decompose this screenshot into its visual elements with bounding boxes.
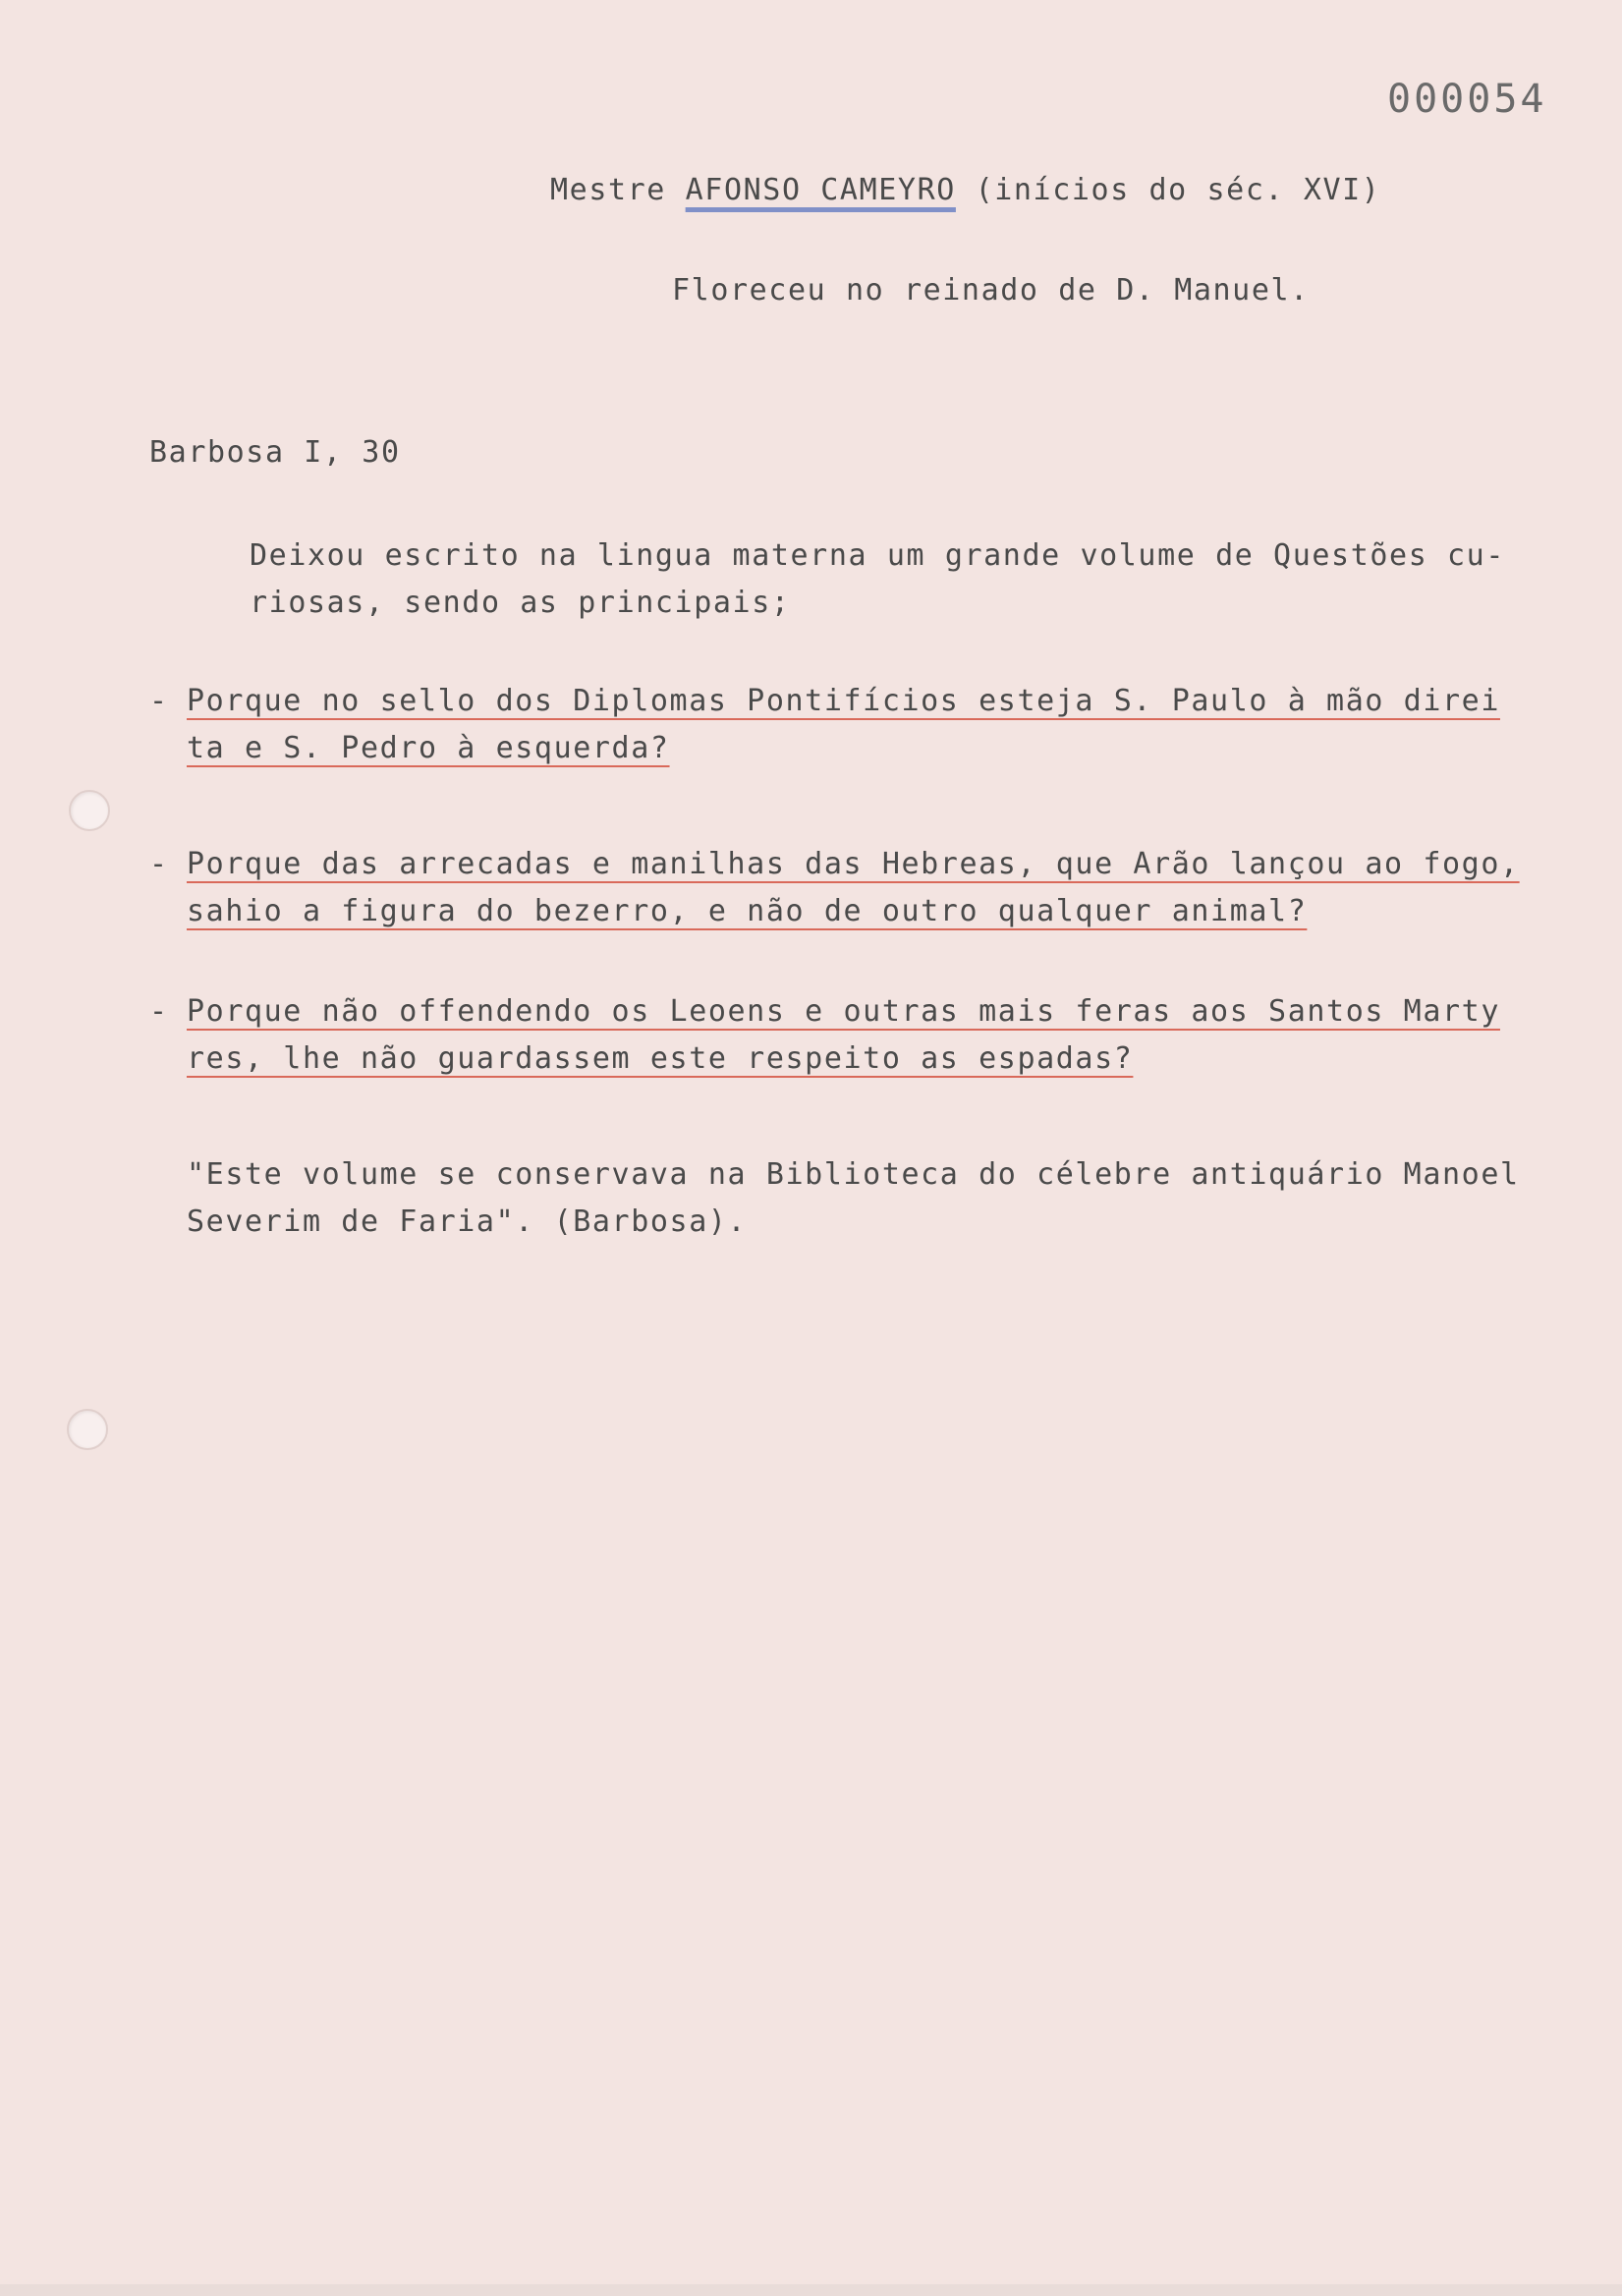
question-1-line-1: Porque no sello dos Diplomas Pontifícios esteja S. Paulo à mão direi (187, 684, 1500, 718)
heading (550, 173, 1380, 208)
question-2-dash: - (149, 847, 169, 881)
quote-line-1: "Este volume se conservava na Biblioteca do célebre antiquário Manoel (187, 1157, 1520, 1192)
heading-name: AFONSO CAMEYRO (685, 173, 956, 207)
page-bottom-edge (0, 2284, 1622, 2296)
punch-hole-top (69, 790, 110, 831)
question-2-line-2: sahio a figura do bezerro, e não de outro qualquer animal? (187, 894, 1308, 928)
intro-line-1: Deixou escrito na lingua materna um grande volume de Questões cu- (250, 538, 1505, 573)
question-3-dash: - (149, 994, 169, 1029)
intro-line-2: riosas, sendo as principais; (250, 586, 791, 620)
punch-hole-bottom (67, 1409, 108, 1450)
question-2-line-1: Porque das arrecadas e manilhas das Hebreas, que Arão lançou ao fogo, (187, 847, 1520, 881)
quote-line-2: Severim de Faria". (Barbosa). (187, 1204, 748, 1239)
question-3-line-1: Porque não offendendo os Leoens e outras mais feras aos Santos Marty (187, 994, 1500, 1029)
reference: Barbosa I, 30 (149, 435, 401, 470)
question-1-line-2: ta e S. Pedro à esquerda? (187, 731, 670, 765)
page-serial-number: 000054 (1387, 77, 1547, 122)
question-1-dash: - (149, 684, 169, 718)
heading-suffix: (inícios do séc. XVI) (955, 173, 1381, 207)
question-3-line-2: res, lhe não guardassem este respeito as espadas? (187, 1041, 1134, 1076)
heading-prefix: Mestre (550, 173, 686, 207)
subheading: Floreceu no reinado de D. Manuel. (672, 273, 1310, 308)
